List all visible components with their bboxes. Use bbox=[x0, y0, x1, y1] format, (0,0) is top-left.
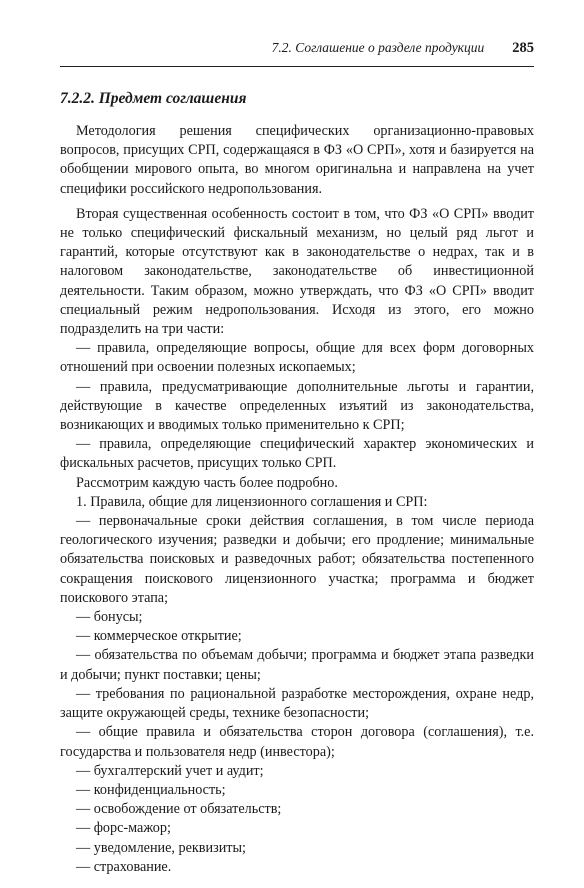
book-page bbox=[60, 40, 534, 877]
paragraph: Методология решения специфических организационно-правовых вопросов, присущих СРП, содержащаяся в ФЗ «О СРП», хотя и базируется на обобщении мирового опыта, во многом оригинальна и направлена на учет специфики российского недропользования. bbox=[60, 123, 534, 197]
list-item: — правила, предусматривающие дополнительные льготы и гарантии, действующие в качестве определенных изъятий из законодательства, возникающих и вводимых только применительно к СРП; bbox=[60, 378, 534, 434]
list-item: — общие правила и обязательства сторон договора (соглашения), т.е. государства и пользователя недр (инвестора); bbox=[60, 724, 534, 760]
list-item: — форс-мажор; bbox=[76, 820, 171, 837]
list-item: — правила, определяющие специфический характер экономических и фискальных расчетов, присущих только СРП. bbox=[60, 436, 534, 472]
list-item: — требования по рациональной разработке месторождения, охране недр, защите окружающей среды, технике безопасности; bbox=[60, 685, 534, 722]
paragraph: Рассмотрим каждую часть более подробно. bbox=[76, 474, 338, 491]
paragraph: Вторая существенная особенность состоит в том, что ФЗ «О СРП» вводит не только специфический фискальный механизм, но целый ряд льгот и гарантий, которые отсутствуют как в законодательстве о недрах, так и в налоговом законодательстве, законодательстве об инвестиционной деятельности. Таким образом, можно утверждать, что ФЗ «О СРП» вводит специальный режим недропользования. Исходя из этого, его можно подразделить на три части: bbox=[60, 205, 534, 338]
list-item: — конфиденциальность; bbox=[76, 781, 226, 798]
list-item: — первоначальные сроки действия соглашения, в том числе периода геологического изучения; разведки и добычи; его продление; минимальные обязательства поисковых и разведочных работ; обязательства постепенного сокращения поискового лицензионного участка; программа и бюджет поискового этапа; bbox=[60, 513, 534, 606]
running-title: 7.2. Соглашение о разделе продукции bbox=[271, 40, 485, 55]
list-item: — правила, определяющие вопросы, общие для всех форм договорных отношений при освоении полезных ископаемых; bbox=[60, 340, 534, 376]
page-number: 285 bbox=[512, 40, 534, 56]
list-item: — уведомление, реквизиты; bbox=[76, 839, 246, 856]
list-item: — бонусы; bbox=[76, 609, 143, 626]
paragraph: 1. Правила, общие для лицензионного соглашения и СРП: bbox=[76, 493, 428, 510]
section-title: 7.2.2. Предмет соглашения bbox=[60, 90, 247, 107]
list-item: — коммерческое открытие; bbox=[76, 628, 242, 645]
list-item: — обязательства по объемам добычи; программа и бюджет этапа разведки и добычи; пункт поставки; цены; bbox=[60, 647, 534, 683]
list-item: — освобождение от обязательств; bbox=[76, 801, 282, 818]
list-item: — бухгалтерский учет и аудит; bbox=[76, 762, 264, 779]
body-text bbox=[60, 122, 534, 877]
list-item: — страхование. bbox=[76, 858, 172, 875]
running-header bbox=[60, 40, 534, 67]
